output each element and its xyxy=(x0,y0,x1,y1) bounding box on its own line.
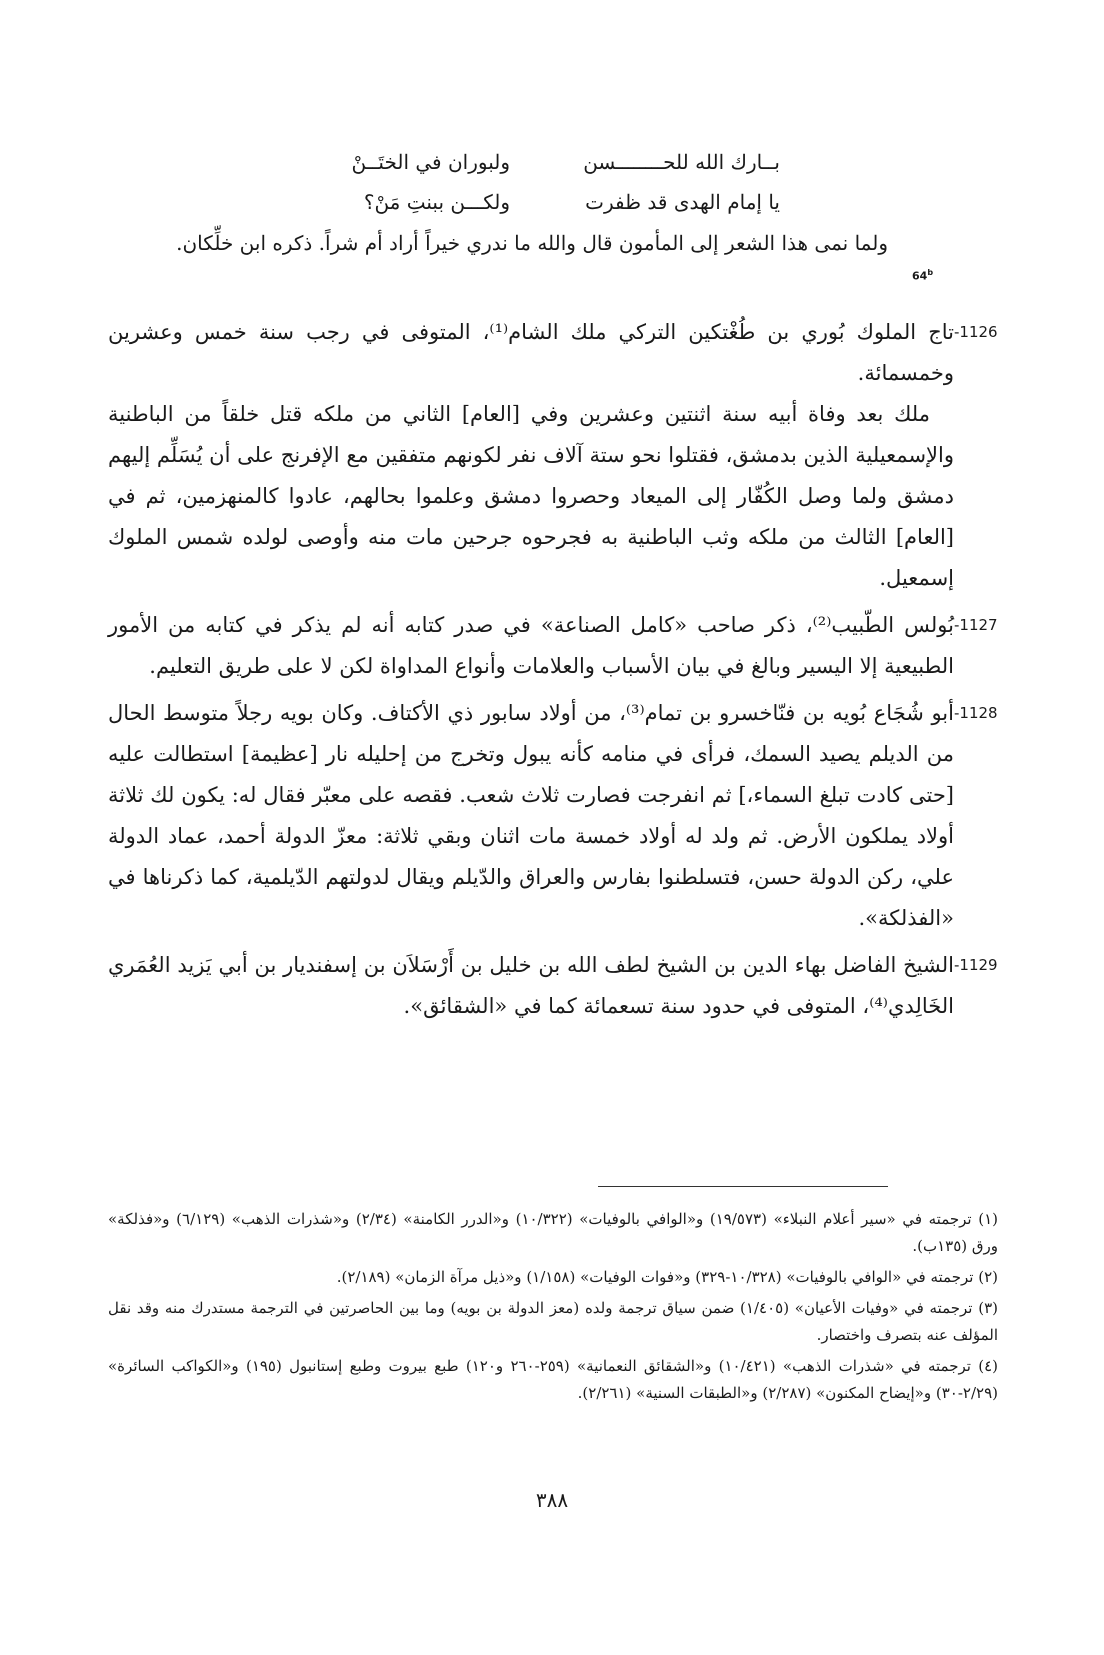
entry-paragraph: ملك بعد وفاة أبيه سنة اثنتين وعشرين وفي [العام] الثاني من ملكه قتل خلقاً من الباطنية والإسمعيلية الذين بدمشق، فقتلوا نحو ستة آلاف نفر لكونهم متفقين مع الإفرنج على أن يُسَلِّم إليهم دمشق ولما وصل الكُفّار إلى الميعاد وحصروا دمشق وعلموا بحالهم، عادوا كالمنهزمين، ثم في [العام] الثالث من ملكه وثب الباطنية به فجرحوه جرحين مات منه وأوصى لولده شمس الملوك إسمعيل. xyxy=(108,402,955,590)
entry-number: 1128- xyxy=(954,704,998,722)
footnote: (١) ترجمته في «سير أعلام النبلاء» (١٩/٥٧٣) و«الوافي بالوفيات» (١٠/٣٢٢) و«الدرر الكامنة» (٢/٣٤) و«شذرات الذهب» (٦/١٢٩) و«فذلكة» ورق (١٣٥ب). xyxy=(108,1210,998,1255)
entry-paragraph: أبو شُجَاع بُويه بن فنّاخسرو بن تمام⁽³⁾، من أولاد سابور ذي الأكتاف. وكان بويه رجلاً متوسط الحال من الديلم يصيد السمك، فرأى في منامه كأنه يبول وتخرج من إحليله نار [عظيمة] استطالت عليه [حتى كادت تبلغ السماء،] ثم انفرجت فصارت ثلاث شعب. فقصه على معبّر فقال له: يكون لك ثلاثة أولاد يملكون الأرض. ثم ولد له أولاد خمسة مات اثنان وبقي ثلاثة: معزّ الدولة أحمد، عماد الدولة علي، ركن الدولة حسن، فتسلطنوا بفارس والعراق والدّيلم ويقال لدولتهم الدّيلمية، كما ذكرناها في «الفذلكة». xyxy=(108,701,954,930)
verse-hemistich-second: ولبوران في الختَــنْ xyxy=(351,150,510,174)
poem-verse xyxy=(180,142,780,182)
folio-marker xyxy=(912,268,933,283)
folio-number: 64 xyxy=(912,269,928,283)
entry xyxy=(108,945,998,1027)
footnote: (٤) ترجمته في «شذرات الذهب» (١٠/٤٢١) و«الشقائق النعمانية» (٢٥٩-٢٦٠ و١٢٠) طبع بيروت وطبع إستانبول (١٩٥) و«الكواكب السائرة» (٢/٢٩-٣٠) و«إيضاح المكنون» (٢/٢٨٧) و«الطبقات السنية» (٢/٢٦١). xyxy=(108,1357,998,1402)
entry xyxy=(108,312,998,599)
entry-number: 1126- xyxy=(954,323,998,341)
verse-hemistich-second: ولكـــن ببنتِ مَنْ؟ xyxy=(363,190,510,214)
entry-text xyxy=(108,312,954,599)
entry-text xyxy=(108,605,954,687)
entry-text xyxy=(108,945,954,1027)
entry-paragraph: الشيخ الفاضل بهاء الدين بن الشيخ لطف الله بن خليل بن أَرْسَلاَن بن إسفنديار بن أبي يَزيد العُمَري الخَالِدي⁽⁴⁾، المتوفى في حدود سنة تسعمائة كما في «الشقائق». xyxy=(108,953,954,1018)
narration-line: ولما نمى هذا الشعر إلى المأمون قال والله ما ندري خيراً أراد أم شراً. ذكره ابن خلِّكان. xyxy=(176,231,888,255)
footnotes xyxy=(108,1206,998,1411)
entry-number: 1129- xyxy=(954,956,998,974)
entry-text xyxy=(108,693,954,939)
entry-number: 1127- xyxy=(954,616,998,634)
entries xyxy=(108,312,998,1033)
poem-verse xyxy=(180,182,780,222)
footnote: (٣) ترجمته في «وفيات الأعيان» (١/٤٠٥) ضمن سياق ترجمة ولده (معز الدولة بن بويه) وما بين الحاصرتين في الترجمة مستدرك منه وقد نقل المؤلف عنه بتصرف واختصار. xyxy=(108,1299,998,1344)
footnote-divider xyxy=(598,1186,888,1187)
entry-paragraph: تاج الملوك بُوري بن طُغْتكين التركي ملك الشام⁽¹⁾، المتوفى في رجب سنة خمس وعشرين وخمسمائة. xyxy=(108,320,954,385)
page-number: ٣٨٨ xyxy=(535,1488,569,1512)
poem xyxy=(180,142,780,222)
footnote: (٢) ترجمته في «الوافي بالوفيات» (١٠/٣٢٨-٣٢٩) و«فوات الوفيات» (١/١٥٨) و«ذيل مرآة الزمان» (٢/١٨٩). xyxy=(336,1268,998,1286)
entry xyxy=(108,605,998,687)
folio-side: b xyxy=(927,268,934,277)
verse-hemistich-first: يا إمام الهدى قد ظفرت xyxy=(585,190,780,214)
verse-hemistich-first: بــارك الله للحــــــــسن xyxy=(583,150,780,174)
entry xyxy=(108,693,998,939)
entry-paragraph: بُولس الطّبيب⁽²⁾، ذكر صاحب «كامل الصناعة» في صدر كتابه أنه لم يذكر في كتابه من الأمور الطبيعية إلا اليسير وبالغ في بيان الأسباب والعلامات وأنواع المداواة لكن لا على طريق التعليم. xyxy=(108,613,955,678)
